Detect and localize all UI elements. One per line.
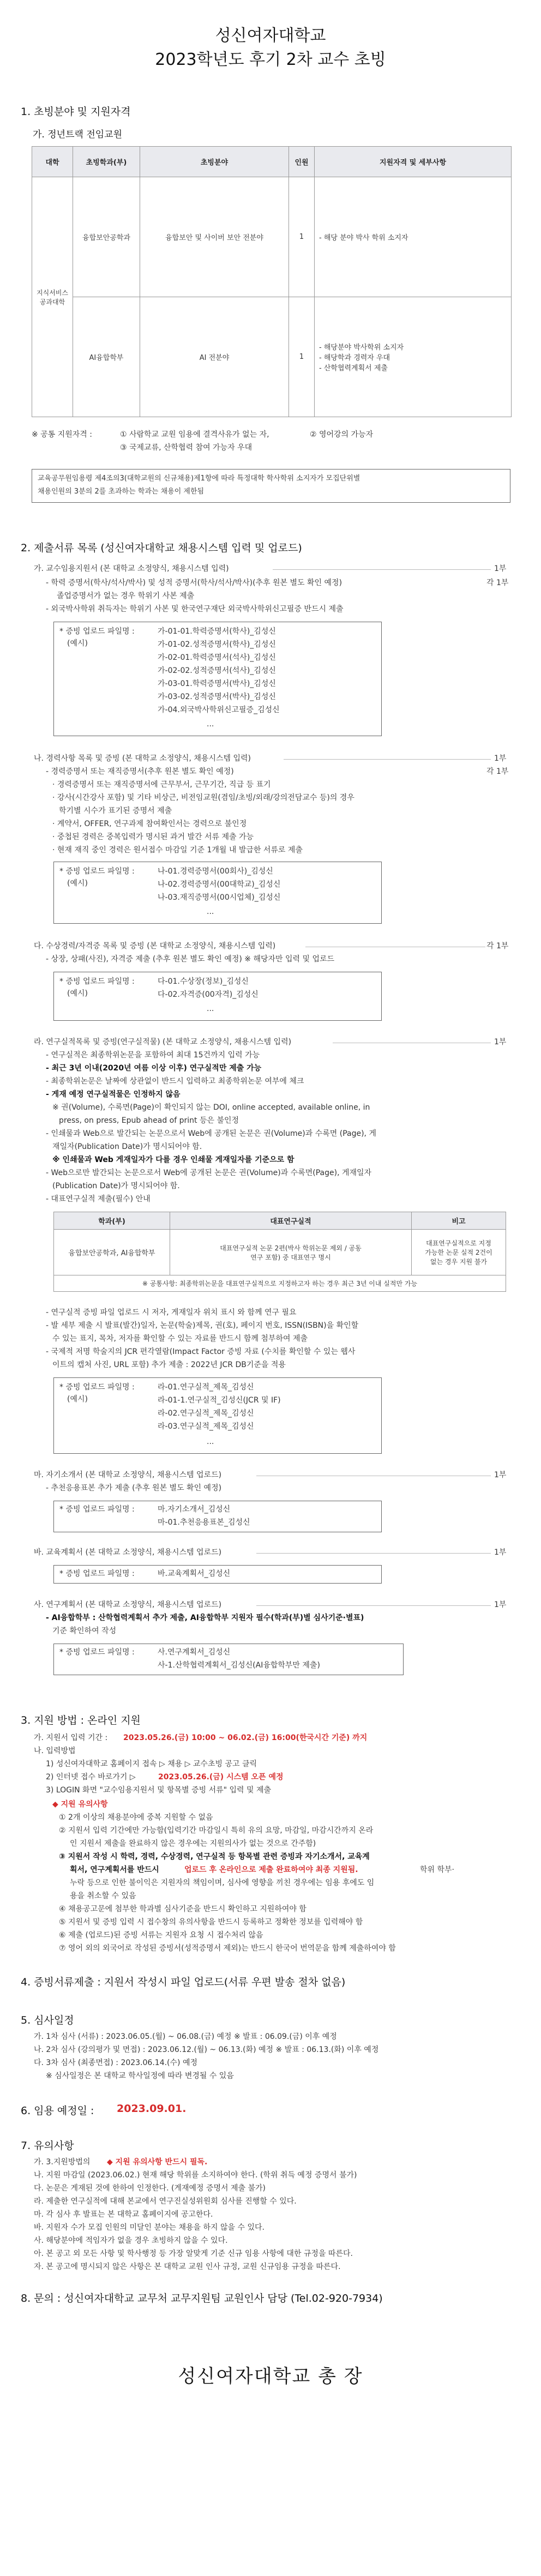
s3-warning-6: ⑥ 제출 (업로드)된 증빙 서류는 지원자 요청 시 접수처리 않음 — [59, 1931, 263, 1940]
s2-ga-l1b: 각 1부 — [486, 579, 509, 587]
s2-ma-title: 마. 자기소개서 (본 대학교 소정양식, 채용시스템 업로드) — [34, 1471, 222, 1479]
th-dept: 초빙학과(부) — [73, 147, 140, 177]
s7-l5: 마. 각 심사 후 발표는 본 대학교 홈페이지에 공고한다. — [34, 2210, 213, 2219]
s2-na-title: 나. 경력사항 목록 및 증빙 (본 대학교 소정양식, 채용시스템 입력) — [34, 754, 251, 763]
file-item: 가-02-01.학력증명서(석사)_김성신 — [158, 653, 276, 662]
s7-l8: 아. 본 공고 외 모든 사항 및 학사행정 등 가장 알맞게 기준 신규 임용 사항에 대한 규정을 따른다. — [34, 2249, 353, 2258]
s2-ga-l1: - 학력 증명서(학사/석사/박사) 및 성적 증명서(학사/석사/박사)(추후 원본 별도 확인 예정) — [46, 579, 342, 587]
s2-na-l7: · 현재 재직 중인 경력은 원서접수 마감일 기준 1개월 내 발급한 서류로 제출 — [52, 846, 303, 854]
file-item: ... — [207, 720, 214, 729]
s2-na-l1b: 각 1부 — [486, 767, 509, 776]
s2-ga-file-box — [53, 622, 382, 736]
s5-l2: 나. 2차 심사 (강의평가 및 면접) : 2023.06.12.(월) ~ 06.13.(화) 예정 ※ 발표 : 06.13.(화) 이후 예정 — [34, 2045, 379, 2054]
file-item: 다-01.수상장(정보)_김성신 — [158, 977, 249, 986]
file-item: 가-01-02.성적증명서(학사)_김성신 — [158, 640, 276, 649]
rep-research-table — [53, 1212, 506, 1292]
s2-ra-l1: - 연구실적은 최종학위논문을 포함하여 최대 15건까지 입력 가능 — [46, 1051, 260, 1060]
s2-ra-l15: 수 있는 표지, 목차, 저자를 확인할 수 있는 자료를 반드시 함께 첨부하여 제출 — [52, 1334, 308, 1343]
file-item: 나-01.경력증명서(00회사)_김성신 — [158, 867, 273, 876]
s3-warning-3d: 용을 취소할 수 있음 — [70, 1892, 136, 1900]
file-box-label: * 증빙 업로드 파일명 : — [59, 977, 135, 986]
th-rep-note: 비고 — [412, 1212, 506, 1230]
file-box-label: * 증빙 업로드 파일명 : — [59, 1505, 135, 1514]
section-8-heading: 8. 문의 : 성신여자대학교 교무처 교무지원팀 교원인사 담당 (Tel.02-920-7934) — [21, 2292, 383, 2304]
s3-warning-3b-pre: 획서, 연구계획서를 반드시 — [70, 1865, 159, 1874]
th-field: 초빙분야 — [140, 147, 289, 177]
file-item: 가-01-01.학력증명서(학사)_김성신 — [158, 627, 276, 636]
file-box-example: (예시) — [67, 639, 88, 648]
s2-na-l3: · 강사(시간강사 포함) 및 기타 비상근, 비전임교원(겸임/초빙/외래/강의전담교수 등)의 경우 — [52, 793, 354, 802]
s2-ra-l2: - 최근 3년 이내(2020년 여름 이상 이후) 연구실적만 제출 가능 — [46, 1064, 262, 1073]
doc-title-recruit: 2023학년도 후기 2차 교수 초빙 — [155, 50, 386, 69]
s2-da-title: 다. 수상경력/자격증 목록 및 증빙 (본 대학교 소정양식, 채용시스템 입력) — [34, 942, 276, 950]
s2-ra-l11: (Publication Date)가 명시되어야 함. — [52, 1182, 180, 1190]
s3-warning-3: ③ 지원서 작성 시 학력, 경력, 수상경력, 연구실적 등 항목별 관련 증빙과 자기소개서, 교육계 — [59, 1852, 370, 1861]
s5-l3: 다. 3차 심사 (최종면접) : 2023.06.14.(수) 예정 — [34, 2059, 197, 2067]
dept-cell: 융합보안공학과 — [73, 177, 140, 297]
file-item: 가-04.외국박사학위신고필증_김성신 — [158, 706, 280, 714]
doc-title-university: 성신여자대학교 — [215, 26, 326, 45]
notice-line-1: 교육공무원임용령 제4조의3(대학교원의 신규채용)제1항에 따라 특정대학 학사학위 소지자가 모집단위별 — [38, 474, 360, 483]
s2-ga-l2: 졸업증명서가 없는 경우 학위기 사본 제출 — [57, 592, 195, 600]
file-box-example: (예시) — [67, 879, 88, 888]
s7-l2: 나. 지원 마감일 (2023.06.02.) 현재 해당 학위를 소지하여야 한다. (학위 취득 예정 증명서 불가) — [34, 2171, 357, 2180]
s2-da-page: 각 1부 — [486, 942, 509, 950]
s5-l1: 가. 1차 심사 (서류) : 2023.06.05.(월) ~ 06.08.(금) 예정 ※ 발표 : 06.09.(금) 이후 예정 — [34, 2032, 337, 2041]
th-count: 인원 — [289, 147, 315, 177]
common-qual-label: ※ 공통 지원자격 : — [32, 430, 92, 439]
s7-l1-pre: 가. 3.지원방법의 — [34, 2158, 91, 2166]
th-college: 대학 — [32, 147, 73, 177]
file-item: ... — [207, 1004, 214, 1013]
file-box-label: * 증빙 업로드 파일명 : — [59, 627, 135, 636]
s3-warning-4: ④ 채용공고문에 첨부한 학과별 심사기준을 반드시 확인하고 지원하여야 함 — [59, 1905, 306, 1913]
file-item: 라-01.연구실적_제목_김성신 — [158, 1383, 254, 1392]
s3-warning-5: ⑤ 지원서 및 증빙 입력 시 접수창의 유의사항을 반드시 등록하고 정확한 정보를 입력해야 함 — [59, 1918, 363, 1927]
rep-note-line: 대표연구실적으로 지정 — [426, 1239, 491, 1247]
section-1-heading: 1. 초빙분야 및 지원자격 — [21, 106, 131, 118]
qual-line: - 해당학과 경력자 우대 — [319, 354, 390, 362]
file-item: 라-03.연구실적_제목_김성신 — [158, 1422, 254, 1431]
section-7-heading: 7. 유의사항 — [21, 2140, 74, 2152]
s7-l4: 라. 제출한 연구실적에 대해 본교에서 연구진실성위원회 심사를 진행할 수 있다. — [34, 2197, 297, 2206]
file-item: ... — [207, 1437, 214, 1446]
s2-sa-file-box — [53, 1644, 404, 1675]
s3-na3: 3) LOGIN 화면 "교수임용지원서 및 항목별 증빙 서류" 입력 및 제출 — [46, 1786, 272, 1795]
s2-ra-l7: - 인쇄물과 Web으로 발간되는 논문으로서 Web에 공개된 논문은 권(Volume)과 수록면 (Page), 게 — [46, 1129, 376, 1138]
s2-ra-l8: 재일자(Publication Date)가 명시되어야 함. — [52, 1142, 202, 1151]
rep-footnote: ※ 공통사항: 최종학위논문을 대표연구실적으로 지정하고자 하는 경우 최근 3년 이내 실적만 가능 — [54, 1275, 506, 1292]
file-box-label: * 증빙 업로드 파일명 : — [59, 1648, 135, 1657]
s2-sa-l1: - AI융합학부 : 산학협력계획서 추가 제출, AI융합학부 지원자 필수(학과(부)별 심사기준·별표) — [46, 1614, 364, 1622]
s2-ra-l9: ※ 인쇄물과 Web 게재일자가 다를 경우 인쇄물 게재일자를 기준으로 함 — [52, 1155, 294, 1164]
file-item: 다-02.자격증(00자격)_김성신 — [158, 990, 259, 999]
qual-cell — [315, 177, 512, 297]
s3-warning-2: ② 지원서 입력 기간에만 가능함(입력기간 마감일시 특히 유의 요망, 마감일, 마감시간까지 온라 — [59, 1826, 374, 1835]
dotted-leader — [273, 569, 491, 570]
s3-na2-label: 2) 인터넷 접수 바로가기 ▷ — [46, 1773, 136, 1781]
file-box-label: * 증빙 업로드 파일명 : — [59, 867, 135, 876]
s3-na2-open: 2023.05.26.(금) 시스템 오픈 예정 — [158, 1773, 284, 1781]
s3-ga-period: 2023.05.26.(금) 10:00 ~ 06.02.(금) 16:00(한국시간 기준) 까지 — [123, 1734, 368, 1742]
section-6-heading: 6. 임용 예정일 : — [21, 2105, 94, 2117]
s2-ra-page: 1부 — [494, 1038, 507, 1046]
s2-ga-title: 가. 교수임용지원서 (본 대학교 소정양식, 채용시스템 입력) — [34, 564, 229, 573]
rep-note-line: 없는 경우 지원 불가 — [430, 1258, 488, 1266]
file-box-example: (예시) — [67, 1395, 88, 1404]
s2-na-l4: 학기별 시수가 표기된 증명서 제출 — [59, 806, 172, 815]
file-item: 마-01.추천응용표본_김성신 — [158, 1518, 250, 1527]
rep-note-line: 가능한 논문 실적 2건이 — [425, 1249, 492, 1256]
s7-l7: 사. 해당분야에 적임자가 없을 경우 초빙하지 않을 수 있다. — [34, 2236, 228, 2245]
s2-ra-l14: - 발 세부 제출 시 발표(발간)일자, 논문(학술)제목, 권(호), 페이지 번호, ISSN(ISBN)을 확인할 — [46, 1321, 359, 1330]
s2-da-file-box — [53, 972, 382, 1021]
s2-na-l5: · 계약서, OFFER, 연구과제 참여확인서는 경력으로 불인정 — [52, 820, 247, 828]
s3-warning-3c: 누락 등으로 인한 불이익은 지원자의 책임이며, 심사에 영향을 끼친 경우에는 임용 후에도 임 — [70, 1879, 375, 1887]
qual-line: - 해당분야 박사학위 소지자 — [319, 344, 404, 352]
file-item: 바.교육계획서_김성신 — [158, 1569, 231, 1578]
file-item: 라-01-1.연구실적_김성신(JCR 및 IF) — [158, 1396, 281, 1405]
common-qual-1: ① 사람학교 교원 임용에 결격사유가 없는 자, — [120, 430, 269, 439]
s3-na: 나. 입력방법 — [34, 1747, 76, 1755]
issuer-signature: 성신여자대학교 총 장 — [178, 2366, 363, 2387]
common-qual-2: ② 영어강의 가능자 — [310, 430, 374, 439]
s2-ra-l6: press, on press, Epub ahead of print 등은 불인정 — [59, 1116, 239, 1125]
s3-ga-label: 가. 지원서 입력 기간 : — [34, 1734, 108, 1742]
rep-dept-cell: 융합보안공학과, AI융합학부 — [54, 1230, 170, 1275]
field-cell: 융합보안 및 사이버 보안 전분야 — [140, 177, 289, 297]
s2-na-l2: · 경력증명서 또는 재직증명서에 근무부서, 근무기간, 직급 등 표기 — [52, 780, 271, 789]
s2-ma-l1: - 추천응용표본 추가 제출 (추후 원본 별도 확인 예정) — [46, 1484, 222, 1492]
s7-l1-red: ◆ 지원 유의사항 반드시 필독. — [107, 2158, 208, 2166]
section-5-heading: 5. 심사일정 — [21, 2014, 74, 2026]
dotted-leader — [284, 759, 491, 760]
s2-ra-file-box — [53, 1377, 382, 1454]
common-qual-3: ③ 국제교류, 산학협력 참여 가능자 우대 — [120, 443, 253, 452]
s2-ra-title: 라. 연구실적목록 및 증빙(연구실적물) (본 대학교 소정양식, 채용시스템 입력) — [34, 1038, 292, 1046]
rep-research-cell — [170, 1230, 412, 1275]
th-qual: 지원자격 및 세부사항 — [315, 147, 512, 177]
file-box-example: (예시) — [67, 989, 88, 998]
s2-ra-l10: - Web으로만 발간되는 논문으로서 Web에 공개된 논문은 권(Volume)과 수록면(Page), 게재일자 — [46, 1169, 372, 1177]
s2-ra-l16: - 국제적 저명 학술지의 JCR 편각열람(Impact Factor 증빙 자료 (수치를 확인할 수 있는 웹사 — [46, 1347, 356, 1356]
section-3-heading: 3. 지원 방법 : 온라인 지원 — [21, 1714, 141, 1726]
s7-l6: 바. 지원자 수가 모집 인원의 미달인 분야는 채용을 하지 않을 수 있다. — [34, 2223, 265, 2232]
s2-ra-l4: - 게재 예정 연구실적물은 인정하지 않음 — [46, 1090, 181, 1099]
s3-warning-3b-post: 학위 학부· — [420, 1865, 454, 1874]
file-item: 가-02-02.성적증명서(석사)_김성신 — [158, 666, 276, 675]
section-4-heading: 4. 증빙서류제출 : 지원서 작성시 파일 업로드(서류 우편 발송 절차 없음) — [21, 1976, 346, 1988]
s2-ra-l3: - 최종학위논문은 날짜에 상관없이 반드시 입력하고 최종학위논문 여부에 체크 — [46, 1077, 304, 1086]
count-cell: 1 — [289, 297, 315, 417]
s2-ba-page: 1부 — [494, 1548, 507, 1557]
file-box-label: * 증빙 업로드 파일명 : — [59, 1569, 135, 1578]
section-6-date: 2023.09.01. — [117, 2103, 187, 2115]
s2-na-l1: - 경력증명서 또는 재직증명서(추후 원본 별도 확인 예정) — [46, 767, 234, 776]
file-box-label: * 증빙 업로드 파일명 : — [59, 1383, 135, 1392]
file-item: 사-1.산학협력계획서_김성신(AI융합학부만 제출) — [158, 1661, 320, 1670]
s2-ga-page: 1부 — [494, 564, 507, 573]
s2-sa-l2: 기준 확인하여 작성 — [52, 1627, 117, 1635]
s2-ba-title: 바. 교육계획서 (본 대학교 소정양식, 채용시스템 업로드) — [34, 1548, 222, 1557]
s2-na-file-box — [53, 862, 382, 924]
file-item: 가-03-01.학력증명서(박사)_김성신 — [158, 679, 276, 688]
file-item: 나-03.재직증명서(00시업체)_김성신 — [158, 893, 281, 902]
s2-na-page: 1부 — [494, 754, 507, 763]
th-rep-research: 대표연구실적 — [170, 1212, 412, 1230]
rep-research-line: 연구 포함) 중 대표연구 명시 — [250, 1253, 331, 1261]
s2-ra-l17: 이트의 캡처 사진, URL 포함) 추가 제출 : 2022년 JCR DB기준을 적용 — [52, 1361, 286, 1369]
rep-note-cell — [412, 1230, 506, 1275]
qual-cell — [315, 297, 512, 417]
s2-ra-l12: - 대표연구실적 제출(필수) 안내 — [46, 1195, 151, 1203]
college-cell: 지식서비스 공과대학 — [32, 177, 73, 417]
s2-ra-l5: ※ 권(Volume), 수록면(Page)이 확인되지 않는 DOI, online accepted, available online, in — [52, 1103, 370, 1112]
file-item: 사.연구계획서_김성신 — [158, 1648, 231, 1657]
th-rep-dept: 학과(부) — [54, 1212, 170, 1230]
section-2-heading: 2. 제출서류 목록 (성신여자대학교 채용시스템 입력 및 업로드) — [21, 542, 302, 554]
file-item: ... — [207, 907, 214, 916]
field-cell: AI 전분야 — [140, 297, 289, 417]
rep-research-line: 대표연구실적 논문 2편(박사 학위논문 제외 / 공동 — [220, 1244, 362, 1252]
notice-line-2: 채용인원의 3분의 2를 초과하는 학과는 채용이 제한됨 — [38, 487, 205, 496]
file-item: 나-02.경력증명서(00대학교)_김성신 — [158, 880, 281, 889]
qual-line: - 해당 분야 박사 학위 소지자 — [319, 234, 408, 242]
file-item: 라-02.연구실적_제목_김성신 — [158, 1409, 254, 1418]
s3-warning-title: ◆ 지원 유의사항 — [52, 1800, 108, 1809]
s3-warning-1: ① 2개 이상의 채용분야에 중복 지원할 수 없음 — [59, 1813, 213, 1822]
s7-l9: 자. 본 공고에 명시되지 않은 사항은 본 대학교 교원 인사 규정, 교원 신규임용 규정을 따른다. — [34, 2262, 341, 2271]
s2-sa-page: 1부 — [494, 1600, 507, 1609]
s2-ma-file-box — [53, 1501, 382, 1532]
dept-cell: AI융합학부 — [73, 297, 140, 417]
s2-ba-file-box — [53, 1565, 382, 1584]
s2-na-l6: · 중첩된 경력은 중복입력가 명시된 과거 발간 서류 제출 가능 — [52, 833, 254, 841]
s3-na1: 1) 성신여자대학교 홈페이지 접속 ▷ 채용 ▷ 교수초빙 공고 클릭 — [46, 1760, 257, 1768]
s3-warning-3b-red: 업로드 후 온라인으로 제출 완료하여야 최종 지원됨. — [184, 1865, 358, 1874]
s5-l4: ※ 심사일정은 본 대학교 학사일정에 따라 변경될 수 있음 — [46, 2072, 234, 2080]
dotted-leader — [256, 1605, 491, 1606]
s3-warning-2b: 인 지원서 제출을 완료하지 않은 경우에는 지원의사가 없는 것으로 간주함) — [70, 1839, 316, 1848]
s7-l3: 다. 논문은 게재된 것에 한하여 인정한다. (게재예정 증명서 제출 불가) — [34, 2184, 266, 2193]
dotted-leader — [256, 1553, 491, 1554]
s2-ra-l13: - 연구실적 증빙 파일 업로드 시 저자, 게재일자 위치 표시 와 함께 연구 필요 — [46, 1308, 297, 1317]
section-1-sub: 가. 정년트랙 전임교원 — [33, 129, 123, 140]
file-item: 가-03-02.성적증명서(박사)_김성신 — [158, 693, 276, 701]
s2-ma-page: 1부 — [494, 1471, 507, 1479]
qual-line: - 산학협력계획서 제출 — [319, 364, 388, 372]
position-table — [32, 146, 512, 417]
s2-ga-l3: - 외국박사학위 취득자는 학위기 사본 및 한국연구재단 외국박사학위신고필증 반드시 제출 — [46, 605, 344, 613]
s2-sa-title: 사. 연구계획서 (본 대학교 소정양식, 채용시스템 업로드) — [34, 1600, 222, 1609]
s3-warning-7: ⑦ 영어 외의 외국어로 작성된 증빙서(성적증명서 제외)는 반드시 한국어 번역문을 함께 제출하여야 함 — [59, 1944, 396, 1953]
count-cell: 1 — [289, 177, 315, 297]
notice-box — [32, 469, 510, 503]
file-item: 마.자기소개서_김성신 — [158, 1505, 231, 1514]
s2-da-l1: - 상장, 상패(사진), 자격증 제출 (추후 원본 별도 확인 예정) ※ 해당자만 입력 및 업로드 — [46, 955, 335, 964]
